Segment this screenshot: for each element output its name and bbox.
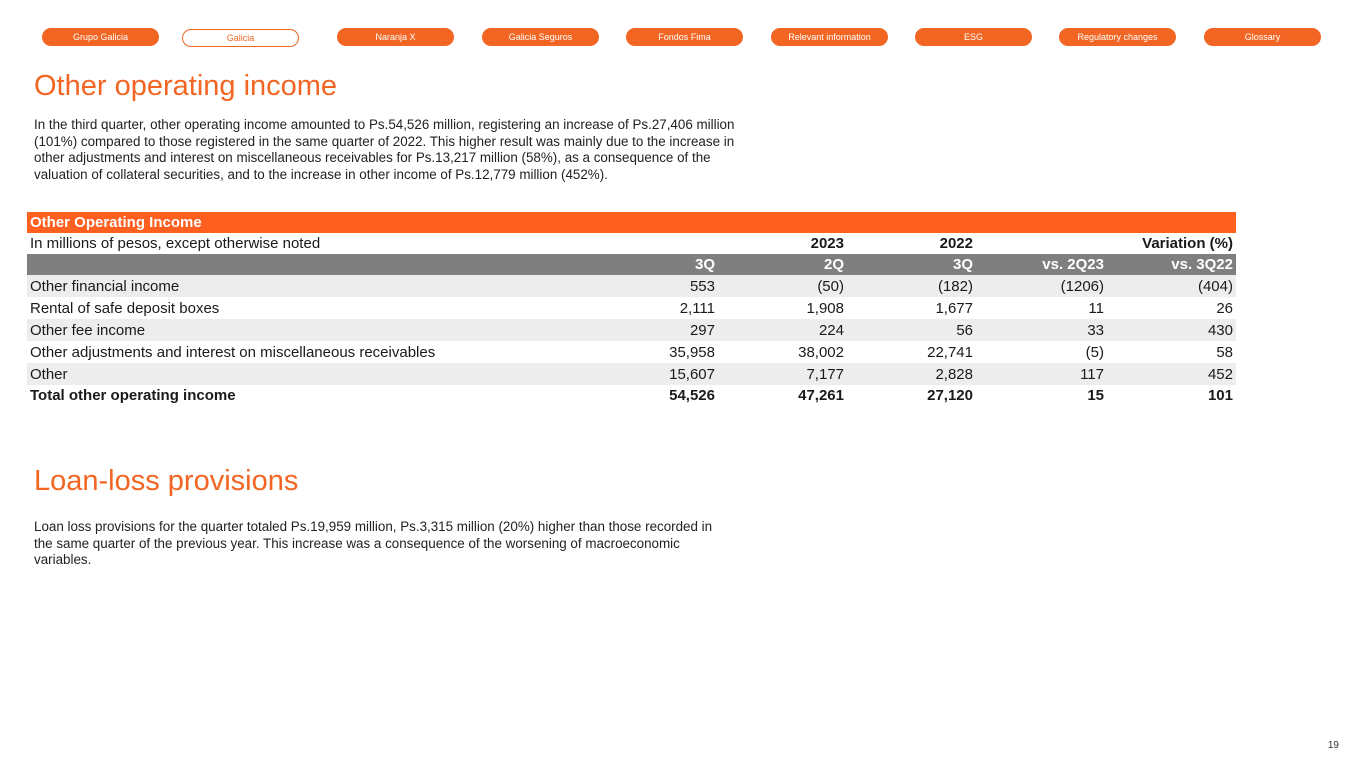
other-operating-income-table xyxy=(27,212,1236,406)
page-number: 19 xyxy=(1327,740,1339,751)
table-cell: 2,828 xyxy=(847,363,976,385)
table-cell: 35,958 xyxy=(669,343,715,361)
column-header: 2Q xyxy=(718,254,847,275)
table-cell: 58 xyxy=(1216,343,1233,361)
table-cell: 7,177 xyxy=(718,363,847,385)
column-header: vs. 2Q23 xyxy=(976,254,1107,275)
table-cell: 297 xyxy=(617,319,718,341)
table-cell: 47,261 xyxy=(798,387,844,404)
table-row xyxy=(27,319,1236,341)
column-header: 3Q xyxy=(847,254,976,275)
row-label: Other adjustments and interest on miscellaneous receivables xyxy=(30,343,436,361)
section-title-loan-loss-provisions: Loan-loss provisions xyxy=(34,465,299,497)
section-title-other-operating-income: Other operating income xyxy=(34,70,338,102)
top-navigation xyxy=(0,28,1365,48)
table-cell: (1206) xyxy=(976,275,1107,297)
table-cell: 2,111 xyxy=(679,299,715,317)
table-cell: (404) xyxy=(1107,275,1236,297)
row-label: Total other operating income xyxy=(30,387,236,404)
table-title-row xyxy=(27,212,1236,233)
table-cell: (50) xyxy=(718,275,847,297)
table-cell: 15,607 xyxy=(617,363,718,385)
table-cell: 27,120 xyxy=(927,387,973,404)
nav-grupo-galicia[interactable]: Grupo Galicia xyxy=(42,28,159,46)
table-row xyxy=(27,297,1236,319)
table-row xyxy=(27,275,1236,297)
table-cell: 38,002 xyxy=(798,343,844,361)
table-cell: (182) xyxy=(847,275,976,297)
table-cell: 54,526 xyxy=(669,387,715,404)
nav-esg[interactable]: ESG xyxy=(915,28,1032,46)
year-2022-header: 2022 xyxy=(939,235,973,252)
table-cell: 33 xyxy=(976,319,1107,341)
table-cell: 224 xyxy=(718,319,847,341)
table-total-row xyxy=(27,385,1236,406)
table-cell: 117 xyxy=(976,363,1107,385)
table-cell: 1,908 xyxy=(806,299,844,317)
table-header-row xyxy=(27,233,1236,254)
row-label: Other financial income xyxy=(27,275,617,297)
table-cell: (5) xyxy=(1085,343,1104,361)
column-header: 3Q xyxy=(617,254,718,275)
table-cell: 15 xyxy=(1087,387,1104,404)
nav-regulatory-changes[interactable]: Regulatory changes xyxy=(1059,28,1176,46)
nav-naranja-x[interactable]: Naranja X xyxy=(337,28,454,46)
table-row xyxy=(27,363,1236,385)
nav-galicia[interactable]: Galicia xyxy=(182,29,299,47)
table-cell: 22,741 xyxy=(927,343,973,361)
nav-glossary[interactable]: Glossary xyxy=(1204,28,1321,46)
table-cell: 430 xyxy=(1107,319,1236,341)
units-label: In millions of pesos, except otherwise noted xyxy=(30,235,321,252)
row-label: Other fee income xyxy=(27,319,617,341)
table-cell: 553 xyxy=(617,275,718,297)
section-paragraph-other-operating-income: In the third quarter, other operating income amounted to Ps.54,526 million, registering an increase of Ps.27,406 million (101%) compared to those registered in the same quarter of 2022. This higher result was mainly due to the increase in other adjustments and interest on miscellaneous receivables for Ps.13,217 million (58%), as a consequence of the valuation of collateral securities, and to the increase in other income of Ps.12,779 million (452%). xyxy=(34,117,735,183)
nav-galicia-seguros[interactable]: Galicia Seguros xyxy=(482,28,599,46)
table-title: Other Operating Income xyxy=(27,212,1236,233)
nav-relevant-information[interactable]: Relevant information xyxy=(771,28,888,46)
table-cell: 452 xyxy=(1107,363,1236,385)
row-label: Other xyxy=(27,363,617,385)
table-row xyxy=(27,341,1236,363)
table-cell: 1,677 xyxy=(935,299,973,317)
column-header: vs. 3Q22 xyxy=(1107,254,1236,275)
table-subheader-row xyxy=(27,254,1236,275)
section-paragraph-loan-loss-provisions: Loan loss provisions for the quarter totaled Ps.19,959 million, Ps.3,315 million (20%) higher than those recorded in the same quarter of the previous year. This increase was a consequence of the worsening of macroeconomic variables. xyxy=(34,519,713,568)
table-cell: 26 xyxy=(1216,299,1233,317)
table-cell: 101 xyxy=(1207,387,1233,404)
row-label: Rental of safe deposit boxes xyxy=(30,299,220,317)
nav-fondos-fima[interactable]: Fondos Fima xyxy=(626,28,743,46)
table-cell: 11 xyxy=(1088,299,1104,317)
year-2023-header: 2023 xyxy=(810,235,844,252)
table-cell: 56 xyxy=(847,319,976,341)
variation-header: Variation (%) xyxy=(1142,235,1233,252)
